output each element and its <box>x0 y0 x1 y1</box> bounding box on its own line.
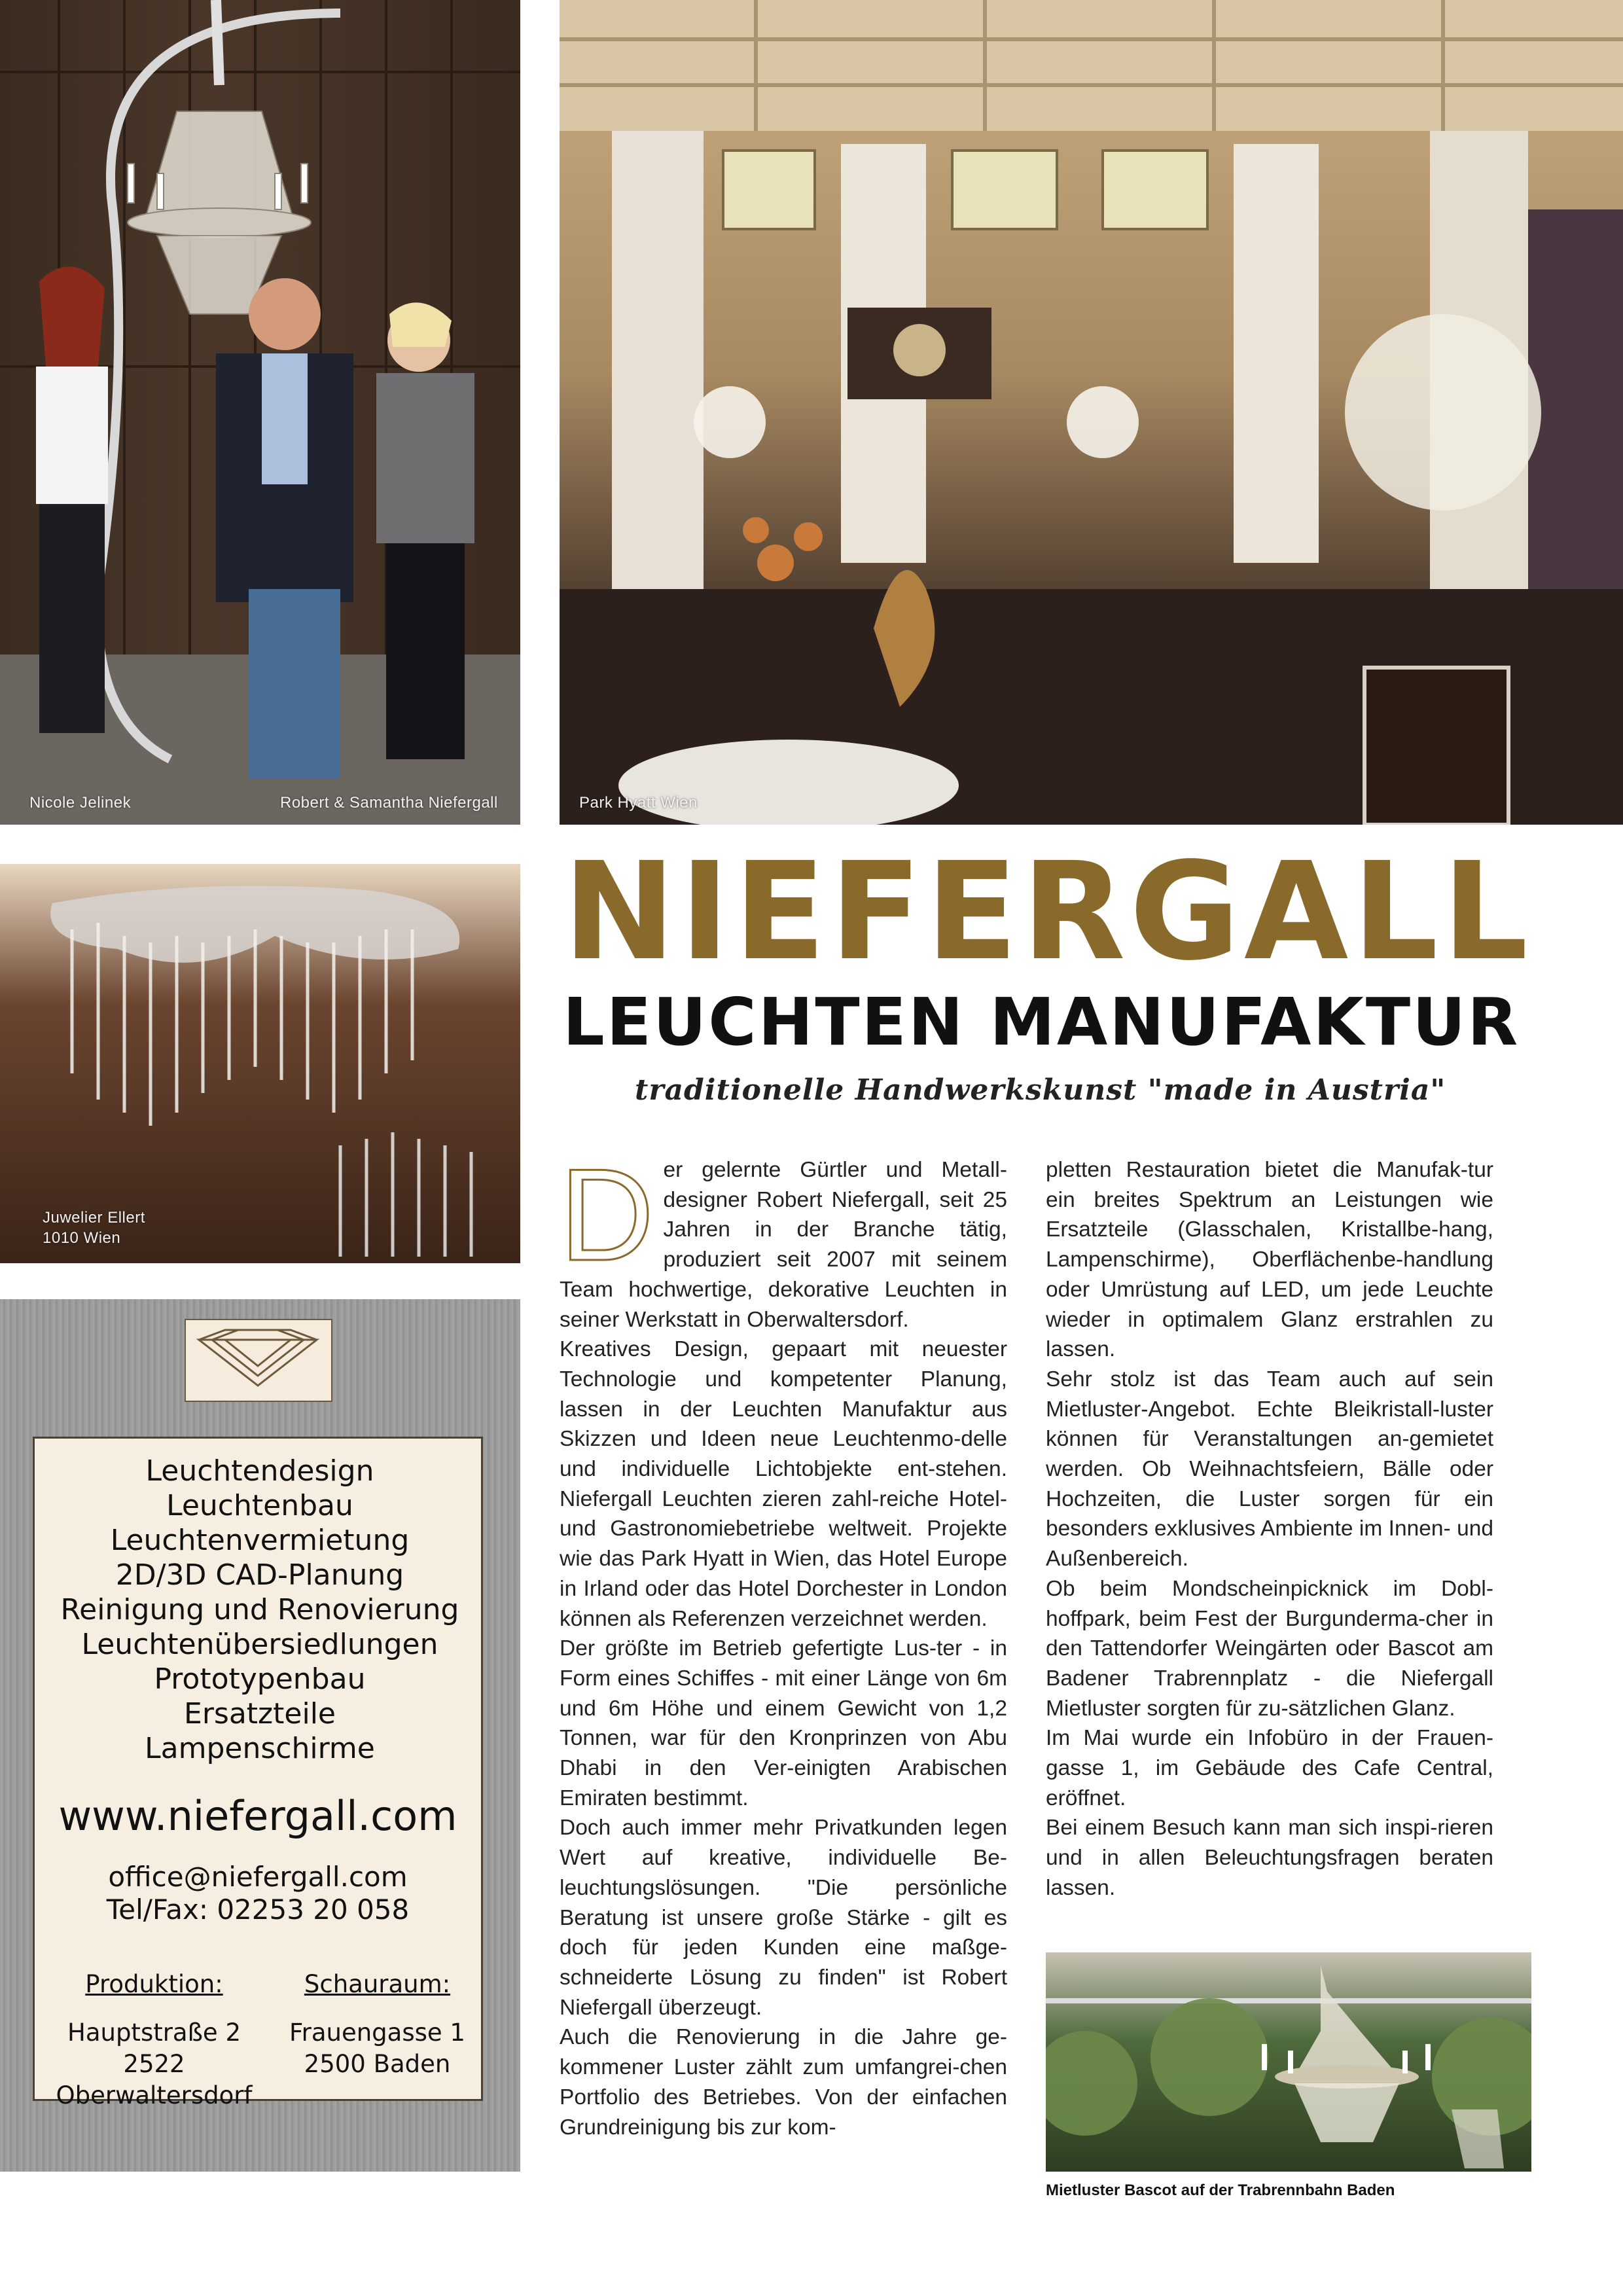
article-paragraph: pletten Restauration bietet die Manufak-tur ein breites Spektrum an Leistungen wie Ersatzteile (Glasschalen, Kristallbe-hang, Lampenschirme), Oberflächenbe-handlung oder Umrüstung auf LED, um jede Leuchte wieder in optimalem Glanz erstrahlen zu lassen. <box>1046 1158 1493 1362</box>
article-paragraph: Bei einem Besuch kann man sich inspi-rieren und in allen Beleuchtungsfragen beraten lassen. <box>1046 1816 1493 1900</box>
bascot-caption: Mietluster Bascot auf der Trabrennbahn Baden <box>1046 2181 1395 2199</box>
service-item: Leuchtenbau <box>166 1489 353 1522</box>
showroom-address <box>274 1969 481 2080</box>
service-item: Reinigung und Renovierung <box>60 1593 459 1626</box>
service-item: 2D/3D CAD-Planung <box>115 1558 404 1592</box>
brand-subtitle: LEUCHTEN MANUFAKTUR <box>563 984 1520 1060</box>
ellert-caption <box>43 1208 145 1248</box>
article-paragraph: Doch auch immer mehr Privatkunden legen Wert auf kreative, individuelle Be-leuchtungslösungen. "Die persönliche Beratung ist unsere große Stärke - gilt es doch für jeden Kunden eine maßge-schneiderte Lösung zu finden" ist Robert Niefergall überzeugt. <box>560 1816 1007 2020</box>
tagline: traditionelle Handwerkskunst "made in Austria" <box>635 1073 1446 1107</box>
article-intro-text: er gelernte Gürtler und Metall-designer Robert Niefergall, seit 25 Jahren in der Branche tätig, produziert seit 2007 mit seinem Team hochwertige, dekorative Leuchten in seiner Werkstatt in Oberwaltersdorf. <box>560 1158 1007 1332</box>
logo <box>185 1319 332 1402</box>
service-item: Prototypenbau <box>154 1662 366 1696</box>
team-photo-illustration <box>0 0 520 825</box>
bascot-photo <box>1046 1952 1531 2172</box>
production-city: 2522 Oberwaltersdorf <box>56 2050 253 2109</box>
production-address <box>35 1969 274 2111</box>
article-paragraph: Der größte im Betrieb gefertigte Lus-ter - in Form eines Schiffes - mit einer Länge von 6m und 6m Höhe und einem Gewicht von 1,2 Tonnen, war für den Kronprinzen von Abu Dhabi in den Ver-einigten Arabischen Emiraten bestimmt. <box>560 1636 1007 1810</box>
service-item: Leuchtenvermietung <box>110 1524 410 1557</box>
team-caption-left: Nicole Jelinek <box>29 794 132 812</box>
ellert-caption-line1: Juwelier Ellert <box>43 1209 145 1227</box>
phone-number: Tel/Fax: 02253 20 058 <box>106 1893 410 1926</box>
ellert-photo-illustration <box>0 864 520 1263</box>
service-item: Ersatzteile <box>184 1697 336 1731</box>
hotel-photo <box>560 0 1623 825</box>
showroom-city: 2500 Baden <box>304 2050 451 2078</box>
service-panel <box>33 1437 483 2109</box>
article-paragraph: Kreatives Design, gepaart mit neuester Technologie und kompetenter Planung, lassen in der Leuchten Manufaktur aus Skizzen und Ideen neue Leuchtenmo-delle und individuelle Lichtobjekte ent-stehen. Niefergall Leuchten zieren zahl-reiche Hotel- und Gastronomiebetriebe weltweit. Projekte wie das Park Hyatt in Wien, das Hotel Europe in Irland oder das Hotel Dorchester in London können als Referenzen verzeichnet werden. <box>560 1337 1007 1631</box>
hotel-photo-illustration <box>560 0 1623 825</box>
service-item: Leuchtenübersiedlungen <box>81 1628 438 1661</box>
diamond-logo-icon <box>186 1320 331 1401</box>
ellert-photo <box>0 864 520 1263</box>
showroom-street: Frauengasse 1 <box>289 2018 465 2047</box>
production-street: Hauptstraße 2 <box>67 2018 241 2047</box>
hotel-caption: Park Hyatt Wien <box>579 794 698 812</box>
showroom-heading: Schauraum: <box>304 1970 451 1998</box>
article-column-1 <box>560 1142 1007 2142</box>
email-link[interactable]: office@niefergall.com <box>108 1861 408 1893</box>
production-heading: Produktion: <box>85 1970 223 1998</box>
team-caption-right: Robert & Samantha Niefergall <box>280 794 498 812</box>
service-item: Leuchtendesign <box>145 1454 374 1488</box>
bascot-photo-illustration <box>1046 1952 1531 2172</box>
brand-title: NIEFERGALL <box>563 833 1532 990</box>
dropcap: D <box>560 1142 654 1288</box>
article-paragraph: Ob beim Mondscheinpicknick im Dobl-hoffpark, beim Fest der Burgunderma-cher in den Tattendorfer Weingärten oder Bascot am Badener Trabrennplatz - die Niefergall Mietluster sorgten für zu-sätzlichen Glanz. <box>1046 1576 1493 1721</box>
article-column-2 <box>1046 1155 1493 1903</box>
service-item: Lampenschirme <box>145 1732 375 1765</box>
article-paragraph: Im Mai wurde ein Infobüro in der Frauen-gasse 1, im Gebäude des Cafe Central, eröffnet. <box>1046 1726 1493 1810</box>
article-intro <box>560 1142 1007 1335</box>
team-photo <box>0 0 520 825</box>
article-paragraph: Sehr stolz ist das Team auch auf sein Mietluster-Angebot. Echte Bleikristall-luster können für Veranstaltungen an-gemietet werden. Ob Weihnachtsfeiern, Bälle oder Hochzeiten, die Luster sorgen für ein besonders exklusives Ambiente im Innen- und Außenbereich. <box>1046 1367 1493 1571</box>
ellert-caption-line2: 1010 Wien <box>43 1229 121 1247</box>
website-link[interactable]: www.niefergall.com <box>58 1792 457 1840</box>
article-paragraph: Auch die Renovierung in die Jahre ge-kommener Luster zählt zum umfangrei-chen Portfolio des Betriebes. Von der einfachen Grundreinigung bis zur kom- <box>560 2025 1007 2140</box>
